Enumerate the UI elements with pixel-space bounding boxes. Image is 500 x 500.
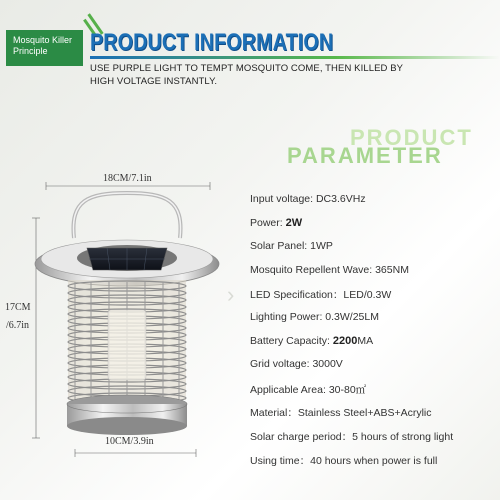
chevron-right-icon: › <box>227 282 235 307</box>
product-image <box>0 160 240 460</box>
spec-label: Solar charge period： <box>250 430 353 443</box>
spec-row <box>250 193 500 217</box>
spec-row <box>250 429 500 453</box>
mosquito-killer-principle-tag <box>6 30 83 66</box>
spec-label: Input voltage: <box>250 193 316 205</box>
spec-value: 0.3W/25LM <box>325 310 379 323</box>
page-title: PRODUCT INFORMATION <box>90 29 334 56</box>
spec-row <box>250 217 500 241</box>
spec-value: 2200 <box>332 334 358 347</box>
spec-row <box>250 358 500 382</box>
spec-value: 5 hours of strong light <box>352 430 454 443</box>
parameter-heading-line1: PRODUCT <box>350 125 473 150</box>
spec-value: Stainless Steel+ABS+Acrylic <box>297 407 432 420</box>
spec-label: Solar Panel: <box>250 240 311 253</box>
spec-label: Power: <box>250 216 286 229</box>
spec-value: 1WP <box>310 240 333 253</box>
page-subtitle: USE PURPLE LIGHT TO TEMPT MOSQUITO COME, THEN KILLED BY HIGH VOLTAGE INSTANTLY. <box>90 63 403 87</box>
dimension-bottom-label: 10CM/3.9in <box>105 436 154 447</box>
dimension-height-label-1: 17CM <box>5 302 31 313</box>
spec-value-suffix: MA <box>357 334 374 347</box>
parameter-heading-line2: PARAMETER <box>287 143 443 168</box>
lamp-base <box>67 395 187 435</box>
spec-label: Mosquito Repellent Wave: <box>250 263 376 276</box>
spec-label: LED Specification： <box>250 289 344 302</box>
spec-row <box>250 382 500 406</box>
spec-row <box>250 335 500 359</box>
dimension-height-label-2: /6.7in <box>6 320 30 331</box>
spec-row <box>250 405 500 429</box>
spec-row <box>250 240 500 264</box>
solar-panel <box>77 245 177 271</box>
spec-value: 30-80㎡ <box>328 383 367 396</box>
spec-label: Using time： <box>250 454 311 467</box>
spec-row <box>250 311 500 335</box>
spec-value: DC3.6VHz <box>315 193 366 205</box>
lamp-cage <box>68 280 186 403</box>
tag-label: Mosquito Killer Principle <box>13 35 73 56</box>
spec-label: Grid voltage: <box>250 358 313 371</box>
spec-label: Applicable Area: <box>250 383 329 396</box>
spec-value: 3000V <box>312 358 343 371</box>
title-underline <box>90 56 500 59</box>
spec-value: LED/0.3W <box>343 289 392 302</box>
spec-label: Battery Capacity: <box>250 334 333 347</box>
spec-value: 365NM <box>375 263 409 276</box>
spec-value: 2W <box>285 216 303 229</box>
spec-value: 40 hours when power is full <box>310 454 438 467</box>
spec-label: Material： <box>250 407 298 420</box>
spec-row <box>250 453 500 477</box>
spec-row <box>250 264 500 288</box>
spec-label: Lighting Power: <box>250 310 326 323</box>
spec-list <box>250 193 500 476</box>
dimension-top-label: 18CM/7.1in <box>103 173 152 184</box>
spec-row <box>250 287 500 311</box>
lamp-handle <box>73 193 180 238</box>
